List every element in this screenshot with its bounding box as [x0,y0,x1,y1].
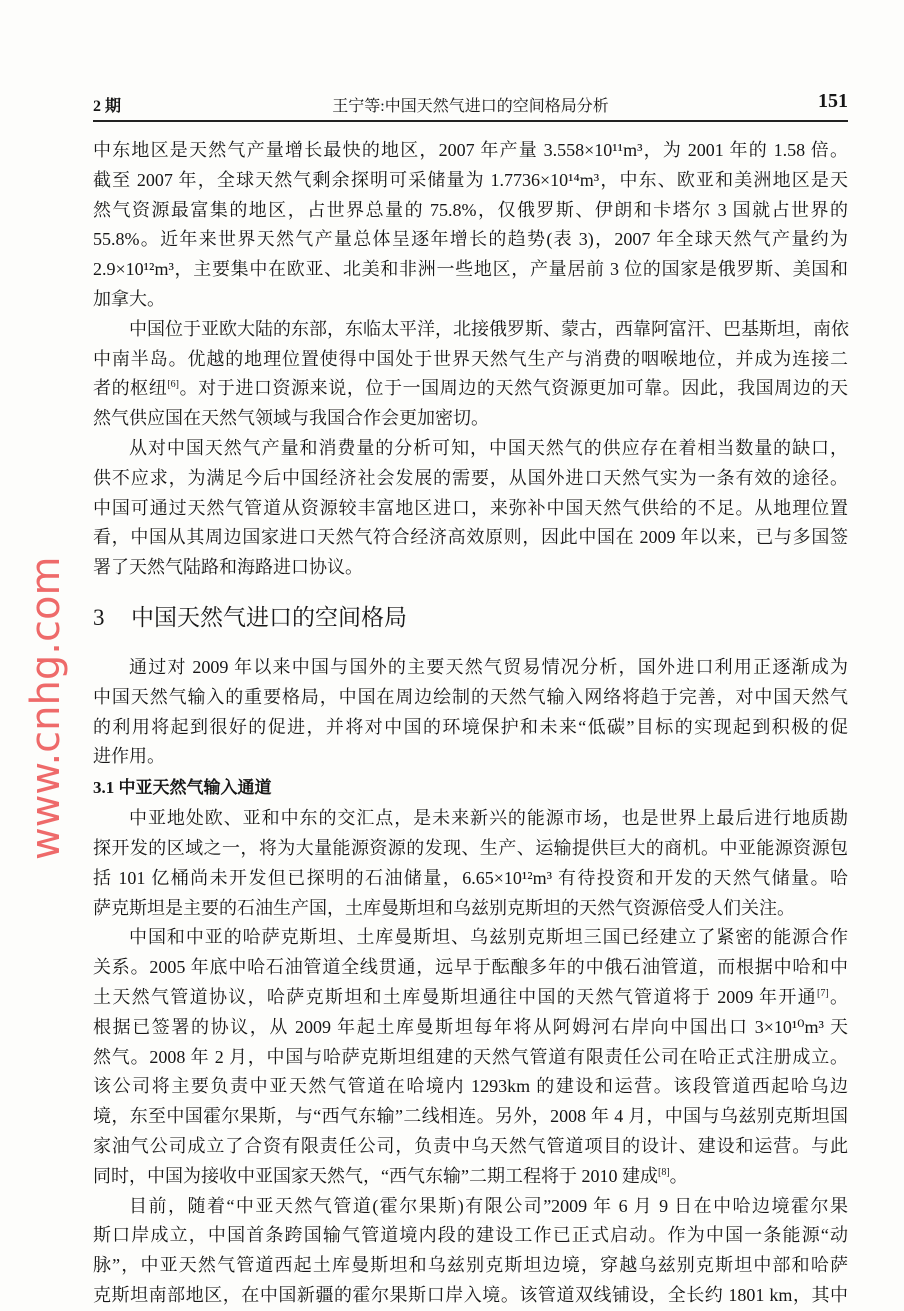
citation-marker: [8] [657,1166,670,1178]
text-line: 该公司将主要负责中亚天然气管道在哈境内 1293km 的建设和运营。该段管道西起哈乌边 [93,1076,848,1097]
text-line: 关系。2005 年底中哈石油管道全线贯通，远早于酝酿多年的中俄石油管道，而根据中哈和中 [93,957,848,978]
text-line: 斯口岸成立，中国首条跨国输气管道境内段的建设工作已正式启动。作为中国一条能源“动 [93,1225,848,1246]
text-line: 的利用将起到很好的促进，并将对中国的环境保护和未来“低碳”目标的实现起到积极的促 [93,716,848,737]
text-line: 探开发的区域之一，将为大量能源资源的发现、生产、运输提供巨大的商机。中亚能源资源包 [93,837,848,858]
text-line: 中国天然气输入的重要格局，中国在周边绘制的天然气输入网络将趋于完善，对中国天然气 [93,686,848,707]
text-line: 者的枢纽[6]。对于进口资源来说，位于一国周边的天然气资源更加可靠。因此，我国周边的天 [93,378,849,399]
text-line: 2.9×10¹²m³，主要集中在欧亚、北美和非洲一些地区，产量居前 3 位的国家是俄罗斯、美国和 [93,259,848,280]
watermark: www.cnhg.com [23,556,69,860]
paragraph [93,804,848,923]
paragraph [93,653,848,772]
text-line: 萨克斯坦是主要的石油生产国，土库曼斯坦和乌兹别克斯坦的天然气资源倍受人们关注。 [93,897,795,918]
subsection-heading: 3.1 中亚天然气输入通道 [93,778,272,798]
text-line: 家油气公司成立了合资有限责任公司，负责中乌天然气管道项目的设计、建设和运营。与此 [93,1135,848,1156]
running-header [93,90,848,116]
page-number: 151 [818,90,848,112]
text-line: 中南半岛。优越的地理位置使得中国处于世界天然气生产与消费的咽喉地位，并成为连接二 [93,348,848,369]
text-line: 署了天然气陆路和海路进口协议。 [93,557,363,578]
text-line: 克斯坦南部地区，在中国新疆的霍尔果斯口岸入境。该管道双线铺设，全长约 1801 km，其中 [93,1284,848,1305]
text-line: 然气资源最富集的地区，占世界总量的 75.8%，仅俄罗斯、伊朗和卡塔尔 3 国就占世界的 [93,199,848,220]
article-body [93,136,848,1311]
text-line: 通过对 2009 年以来中国与国外的主要天然气贸易情况分析，国外进口利用正逐渐成为 [129,656,848,677]
section-title: 中国天然气进口的空间格局 [131,604,407,630]
text-line: 中东地区是天然气产量增长最快的地区，2007 年产量 3.558×10¹¹m³，为 2001 年的 1.58 倍。 [93,140,848,160]
paragraph [93,923,848,1191]
text-line: 然气。2008 年 2 月，中国与哈萨克斯坦组建的天然气管道有限责任公司在哈正式注册成立。 [93,1046,848,1067]
text-line: 土天然气管道协议，哈萨克斯坦和土库曼斯坦通往中国的天然气管道将于 2009 年开通[7]。 [93,986,848,1007]
text-line: 然气供应国在天然气领域与我国合作会更加密切。 [93,408,489,429]
text-line: 脉”，中亚天然气管道西起土库曼斯坦和乌兹别克斯坦边境，穿越乌兹别克斯坦中部和哈萨 [93,1255,848,1276]
text-line: 加拿大。 [93,288,165,309]
text-line: 中国和中亚的哈萨克斯坦、土库曼斯坦、乌兹别克斯坦三国已经建立了紧密的能源合作 [129,927,848,948]
header-rule [93,120,848,122]
section-number: 3 [93,604,105,630]
text-line: 从对中国天然气产量和消费量的分析可知，中国天然气的供应存在着相当数量的缺口， [129,437,848,458]
text-line: 中国位于亚欧大陆的东部，东临太平洋，北接俄罗斯、蒙古，西靠阿富汗、巴基斯坦，南依 [129,318,849,339]
text-line: 同时，中国为接收中亚国家天然气，“西气东输”二期工程将于 2010 建成[8]。 [93,1165,688,1186]
text-line: 进作用。 [93,746,165,767]
text-line: 境，东至中国霍尔果斯，与“西气东输”二线相连。另外，2008 年 4 月，中国与乌兹别克斯坦国 [93,1106,848,1127]
text-line: 看，中国从其周边国家进口天然气符合经济高效原则，因此中国在 2009 年以来，已与多国签 [93,527,848,548]
citation-marker: [6] [167,379,180,391]
paragraph [93,434,848,583]
text-line: 中亚地处欧、亚和中东的交汇点，是未来新兴的能源市场，也是世界上最后进行地质勘 [129,808,848,829]
paragraph [93,1192,848,1311]
paragraph [93,136,848,315]
text-line: 中国可通过天然气管道从资源较丰富地区进口，来弥补中国天然气供给的不足。从地理位置 [93,497,848,518]
text-line: 括 101 亿桶尚未开发但已探明的石油储量，6.65×10¹²m³ 有待投资和开发的天然气储量。哈 [93,867,848,888]
running-title: 王宁等:中国天然气进口的空间格局分析 [332,98,609,115]
issue-number: 2 期 [93,98,122,115]
text-line: 55.8%。近年来世界天然气产量总体呈逐年增长的趋势(表 3)，2007 年全球天然气产量约为 [93,229,848,250]
text-line: 目前，随着“中亚天然气管道(霍尔果斯)有限公司”2009 年 6 月 9 日在中哈边境霍尔果 [129,1195,848,1216]
citation-marker: [7] [817,987,829,999]
paragraph [93,315,848,434]
text-line: 根据已签署的协议，从 2009 年起土库曼斯坦每年将从阿姆河右岸向中国出口 3×10¹⁰m³ 天 [93,1016,848,1037]
text-line: 截至 2007 年，全球天然气剩余探明可采储量为 1.7736×10¹⁴m³，中东、欧亚和美洲地区是天 [93,169,848,190]
text-line: 供不应求，为满足今后中国经济社会发展的需要，从国外进口天然气实为一条有效的途径。 [93,467,848,488]
section-heading [93,598,848,638]
